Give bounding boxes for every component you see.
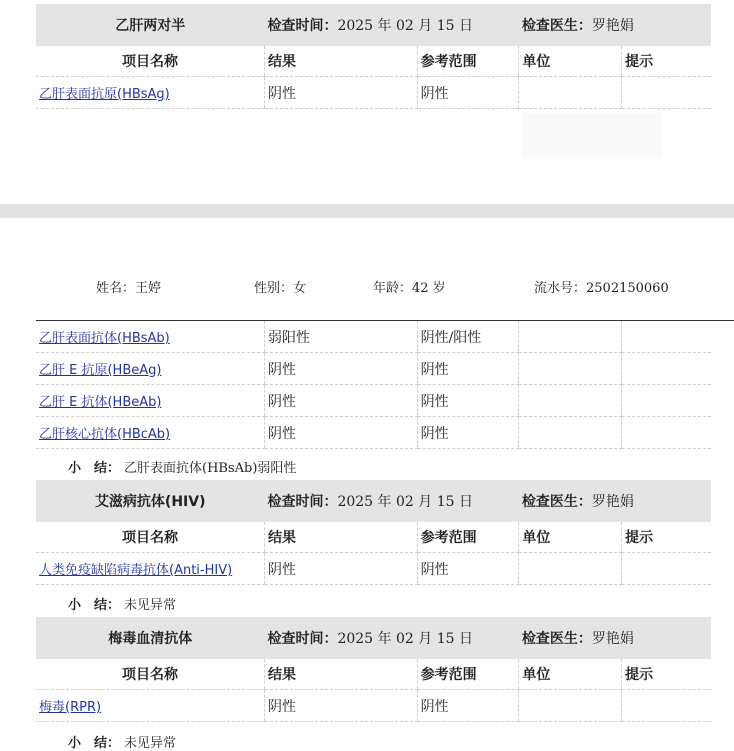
faint-watermark-area [522, 113, 662, 157]
exam-doctor-label: 检查医生： [521, 631, 592, 647]
item-range: 阴性 [417, 417, 519, 449]
section-hbv-table [36, 4, 711, 109]
exam-doctor [519, 4, 711, 46]
column-header-row [36, 659, 711, 690]
item-hint [622, 353, 711, 385]
patient-gender: 性别：女 [254, 281, 307, 296]
exam-time [264, 4, 518, 46]
item-range: 阴性 [417, 553, 519, 585]
col-header-unit: 单位 [519, 46, 622, 77]
patient-serial: 流水号：2502150060 [534, 281, 669, 296]
item-range: 阴性 [417, 77, 519, 109]
section-hbv-continued-table [36, 321, 711, 449]
table-row [36, 553, 711, 585]
item-hint [622, 77, 711, 109]
col-header-unit: 单位 [519, 522, 622, 553]
col-header-range: 参考范围 [417, 46, 519, 77]
item-name-cell [36, 321, 264, 353]
item-unit [519, 385, 622, 417]
table-row [36, 321, 711, 353]
item-link[interactable]: 乙肝表面抗原(HBsAg) [39, 87, 170, 102]
col-header-hint: 提示 [622, 659, 711, 690]
item-result: 阴性 [264, 690, 417, 722]
col-header-result: 结果 [264, 659, 417, 690]
exam-time-label: 检查时间： [267, 631, 338, 647]
table-row [36, 77, 711, 109]
item-name-cell [36, 417, 264, 449]
patient-name: 姓名：王婷 [96, 281, 162, 296]
section-title: 乙肝两对半 [36, 4, 264, 46]
col-header-range: 参考范围 [417, 522, 519, 553]
summary-text: 乙肝表面抗体(HBsAb)弱阳性 [124, 461, 297, 476]
table-row [36, 417, 711, 449]
col-header-hint: 提示 [622, 46, 711, 77]
item-unit [519, 353, 622, 385]
item-name-cell [36, 690, 264, 722]
section-header [36, 480, 711, 522]
exam-doctor-label: 检查医生： [521, 494, 592, 510]
col-header-hint: 提示 [622, 522, 711, 553]
summary-text: 未见异常 [124, 736, 177, 751]
item-unit [519, 417, 622, 449]
item-name-cell [36, 553, 264, 585]
exam-time-value: 2025 年 02 月 15 日 [337, 631, 473, 647]
section-summary [68, 732, 176, 751]
item-name-cell [36, 353, 264, 385]
section-hiv-table [36, 480, 711, 585]
exam-time-label: 检查时间： [267, 494, 338, 510]
table-row [36, 353, 711, 385]
exam-time-label: 检查时间： [267, 18, 338, 34]
section-title: 艾滋病抗体(HIV) [36, 480, 264, 522]
exam-doctor-value: 罗艳娟 [591, 18, 634, 34]
item-range: 阴性 [417, 690, 519, 722]
patient-age: 年龄：42 岁 [373, 281, 446, 296]
section-header [36, 617, 711, 659]
item-hint [622, 690, 711, 722]
exam-time-value: 2025 年 02 月 15 日 [337, 494, 473, 510]
summary-label: 小 结： [68, 736, 121, 751]
item-link[interactable]: 乙肝核心抗体(HBcAb) [39, 427, 171, 442]
column-header-row [36, 46, 711, 77]
item-hint [622, 321, 711, 353]
item-result: 阴性 [264, 77, 417, 109]
item-result: 阴性 [264, 385, 417, 417]
exam-doctor [519, 480, 711, 522]
table-row [36, 385, 711, 417]
section-syphilis-table [36, 617, 711, 722]
item-link[interactable]: 乙肝 E 抗体(HBeAb) [39, 395, 162, 410]
item-unit [519, 321, 622, 353]
item-name-cell [36, 77, 264, 109]
item-range: 阴性 [417, 353, 519, 385]
section-summary [68, 594, 176, 613]
col-header-name: 项目名称 [36, 522, 264, 553]
exam-time-value: 2025 年 02 月 15 日 [337, 18, 473, 34]
col-header-unit: 单位 [519, 659, 622, 690]
item-hint [622, 385, 711, 417]
summary-label: 小 结： [68, 598, 121, 613]
item-link[interactable]: 人类免疫缺陷病毒抗体(Anti-HIV) [39, 563, 233, 578]
exam-doctor-label: 检查医生： [521, 18, 592, 34]
exam-time [264, 617, 518, 659]
exam-doctor [519, 617, 711, 659]
item-result: 阴性 [264, 353, 417, 385]
col-header-name: 项目名称 [36, 46, 264, 77]
item-result: 阴性 [264, 553, 417, 585]
page-break-band [0, 204, 734, 218]
section-summary [68, 457, 296, 476]
section-title: 梅毒血清抗体 [36, 617, 264, 659]
col-header-name: 项目名称 [36, 659, 264, 690]
exam-doctor-value: 罗艳娟 [591, 631, 634, 647]
item-link[interactable]: 乙肝 E 抗原(HBeAg) [39, 363, 162, 378]
item-hint [622, 417, 711, 449]
summary-text: 未见异常 [124, 598, 177, 613]
item-unit [519, 553, 622, 585]
item-link[interactable]: 乙肝表面抗体(HBsAb) [39, 331, 170, 346]
item-link[interactable]: 梅毒(RPR) [39, 700, 102, 715]
item-range: 阴性 [417, 385, 519, 417]
item-hint [622, 553, 711, 585]
col-header-range: 参考范围 [417, 659, 519, 690]
item-range: 阴性/阳性 [417, 321, 519, 353]
item-unit [519, 690, 622, 722]
column-header-row [36, 522, 711, 553]
section-header [36, 4, 711, 46]
table-row [36, 690, 711, 722]
col-header-result: 结果 [264, 522, 417, 553]
item-result: 弱阳性 [264, 321, 417, 353]
item-result: 阴性 [264, 417, 417, 449]
summary-label: 小 结： [68, 461, 121, 476]
item-name-cell [36, 385, 264, 417]
exam-time [264, 480, 518, 522]
item-unit [519, 77, 622, 109]
col-header-result: 结果 [264, 46, 417, 77]
exam-doctor-value: 罗艳娟 [591, 494, 634, 510]
